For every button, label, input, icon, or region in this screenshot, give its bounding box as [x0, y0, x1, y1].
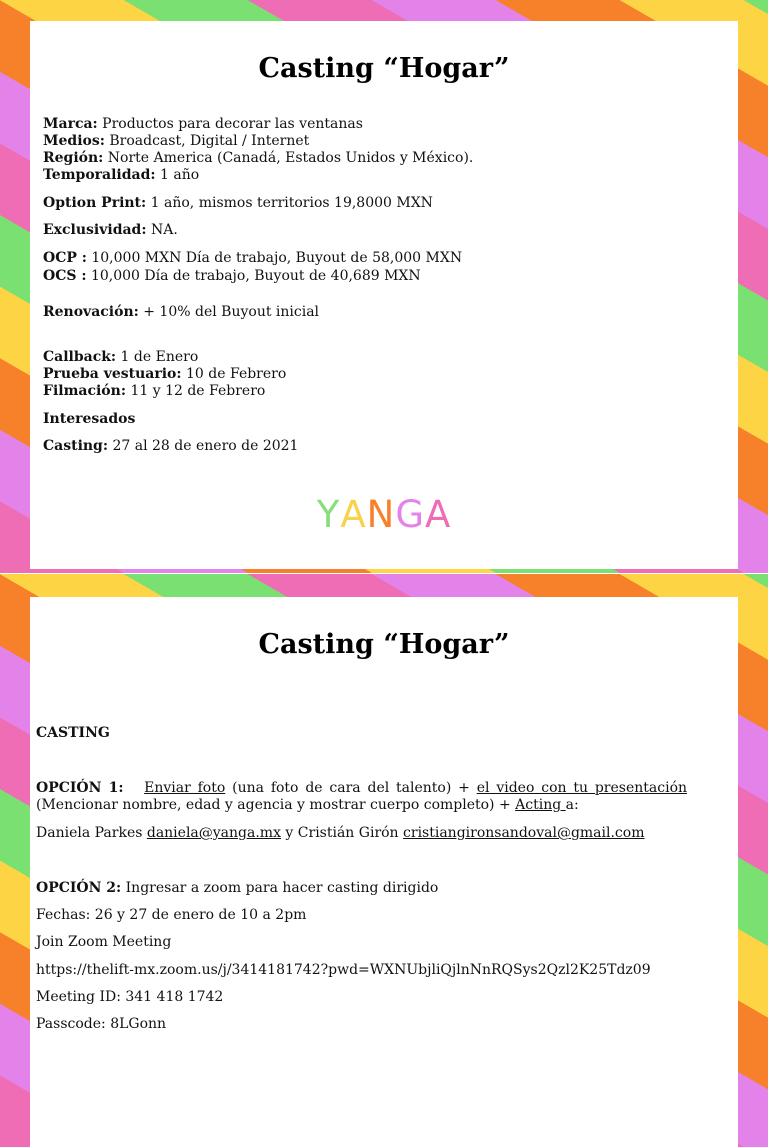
slide-1-card: [30, 21, 738, 569]
filmacion-line: Filmación: 11 y 12 de Febrero: [43, 383, 266, 399]
slide-1-title: Casting “Hogar”: [258, 53, 510, 84]
callback-line: Callback: 1 de Enero: [43, 349, 199, 365]
enviar-foto-link[interactable]: Enviar foto: [144, 780, 226, 796]
logo-letter: N: [366, 493, 396, 536]
acting-link[interactable]: Acting: [515, 797, 566, 813]
casting-section-heading: CASTING: [36, 725, 110, 741]
contacts-line: Daniela Parkes daniela@yanga.mx y Cristián Girón cristiangironsandoval@gmail.com: [36, 825, 645, 841]
email-daniela-link[interactable]: daniela@yanga.mx: [146, 825, 281, 841]
logo-letter: A: [340, 493, 367, 536]
email-cristian-link[interactable]: cristiangironsandoval@gmail.com: [403, 825, 645, 841]
zoom-url[interactable]: https://thelift-mx.zoom.us/j/3414181742?pwd=WXNUbjliQjlnNnRQSys2Qzl2K25Tdz09: [36, 962, 651, 978]
video-presentacion-link[interactable]: el video con tu presentación: [476, 780, 688, 796]
renovacion-line: Renovación: + 10% del Buyout inicial: [43, 304, 320, 320]
meeting-id-line: Meeting ID: 341 418 1742: [36, 989, 224, 1005]
marca-line: Marca: Productos para decorar las ventanas: [43, 116, 363, 132]
slide-2-card: [30, 597, 738, 1147]
opcion-1-paragraph: OPCIÓN 1: Enviar foto (una foto de cara del talento) + el video con tu presentación (Mencionar nombre, edad y agencia y mostrar cuerpo completo) + Acting a:: [36, 780, 688, 813]
casting-line: Casting: 27 al 28 de enero de 2021: [43, 438, 299, 454]
option-print-line: Option Print: 1 año, mismos territorios 19,8000 MXN: [43, 195, 433, 211]
logo-letter: A: [424, 493, 452, 536]
ocs-line: OCS : 10,000 Día de trabajo, Buyout de 40,689 MXN: [43, 268, 421, 284]
yanga-logo: [30, 493, 738, 536]
slide-2-title: Casting “Hogar”: [258, 629, 510, 660]
region-line: Región: Norte America (Canadá, Estados Unidos y México).: [43, 150, 474, 166]
ocp-line: OCP : 10,000 MXN Día de trabajo, Buyout de 58,000 MXN: [43, 250, 463, 266]
slide-1: [0, 0, 768, 573]
vestuario-line: Prueba vestuario: 10 de Febrero: [43, 366, 287, 382]
exclusividad-line: Exclusividad: NA.: [43, 222, 178, 238]
passcode-line: Passcode: 8LGonn: [36, 1016, 167, 1032]
opcion-2-line: OPCIÓN 2: Ingresar a zoom para hacer casting dirigido: [36, 880, 439, 896]
medios-line: Medios: Broadcast, Digital / Internet: [43, 133, 310, 149]
interesados-line: Interesados: [43, 411, 136, 427]
temporalidad-line: Temporalidad: 1 año: [43, 167, 200, 183]
logo-letter: G: [395, 493, 425, 536]
join-zoom-line: Join Zoom Meeting: [36, 934, 172, 950]
slide-2: [0, 574, 768, 1147]
logo-letter: Y: [316, 493, 341, 536]
fechas-line: Fechas: 26 y 27 de enero de 10 a 2pm: [36, 907, 307, 923]
